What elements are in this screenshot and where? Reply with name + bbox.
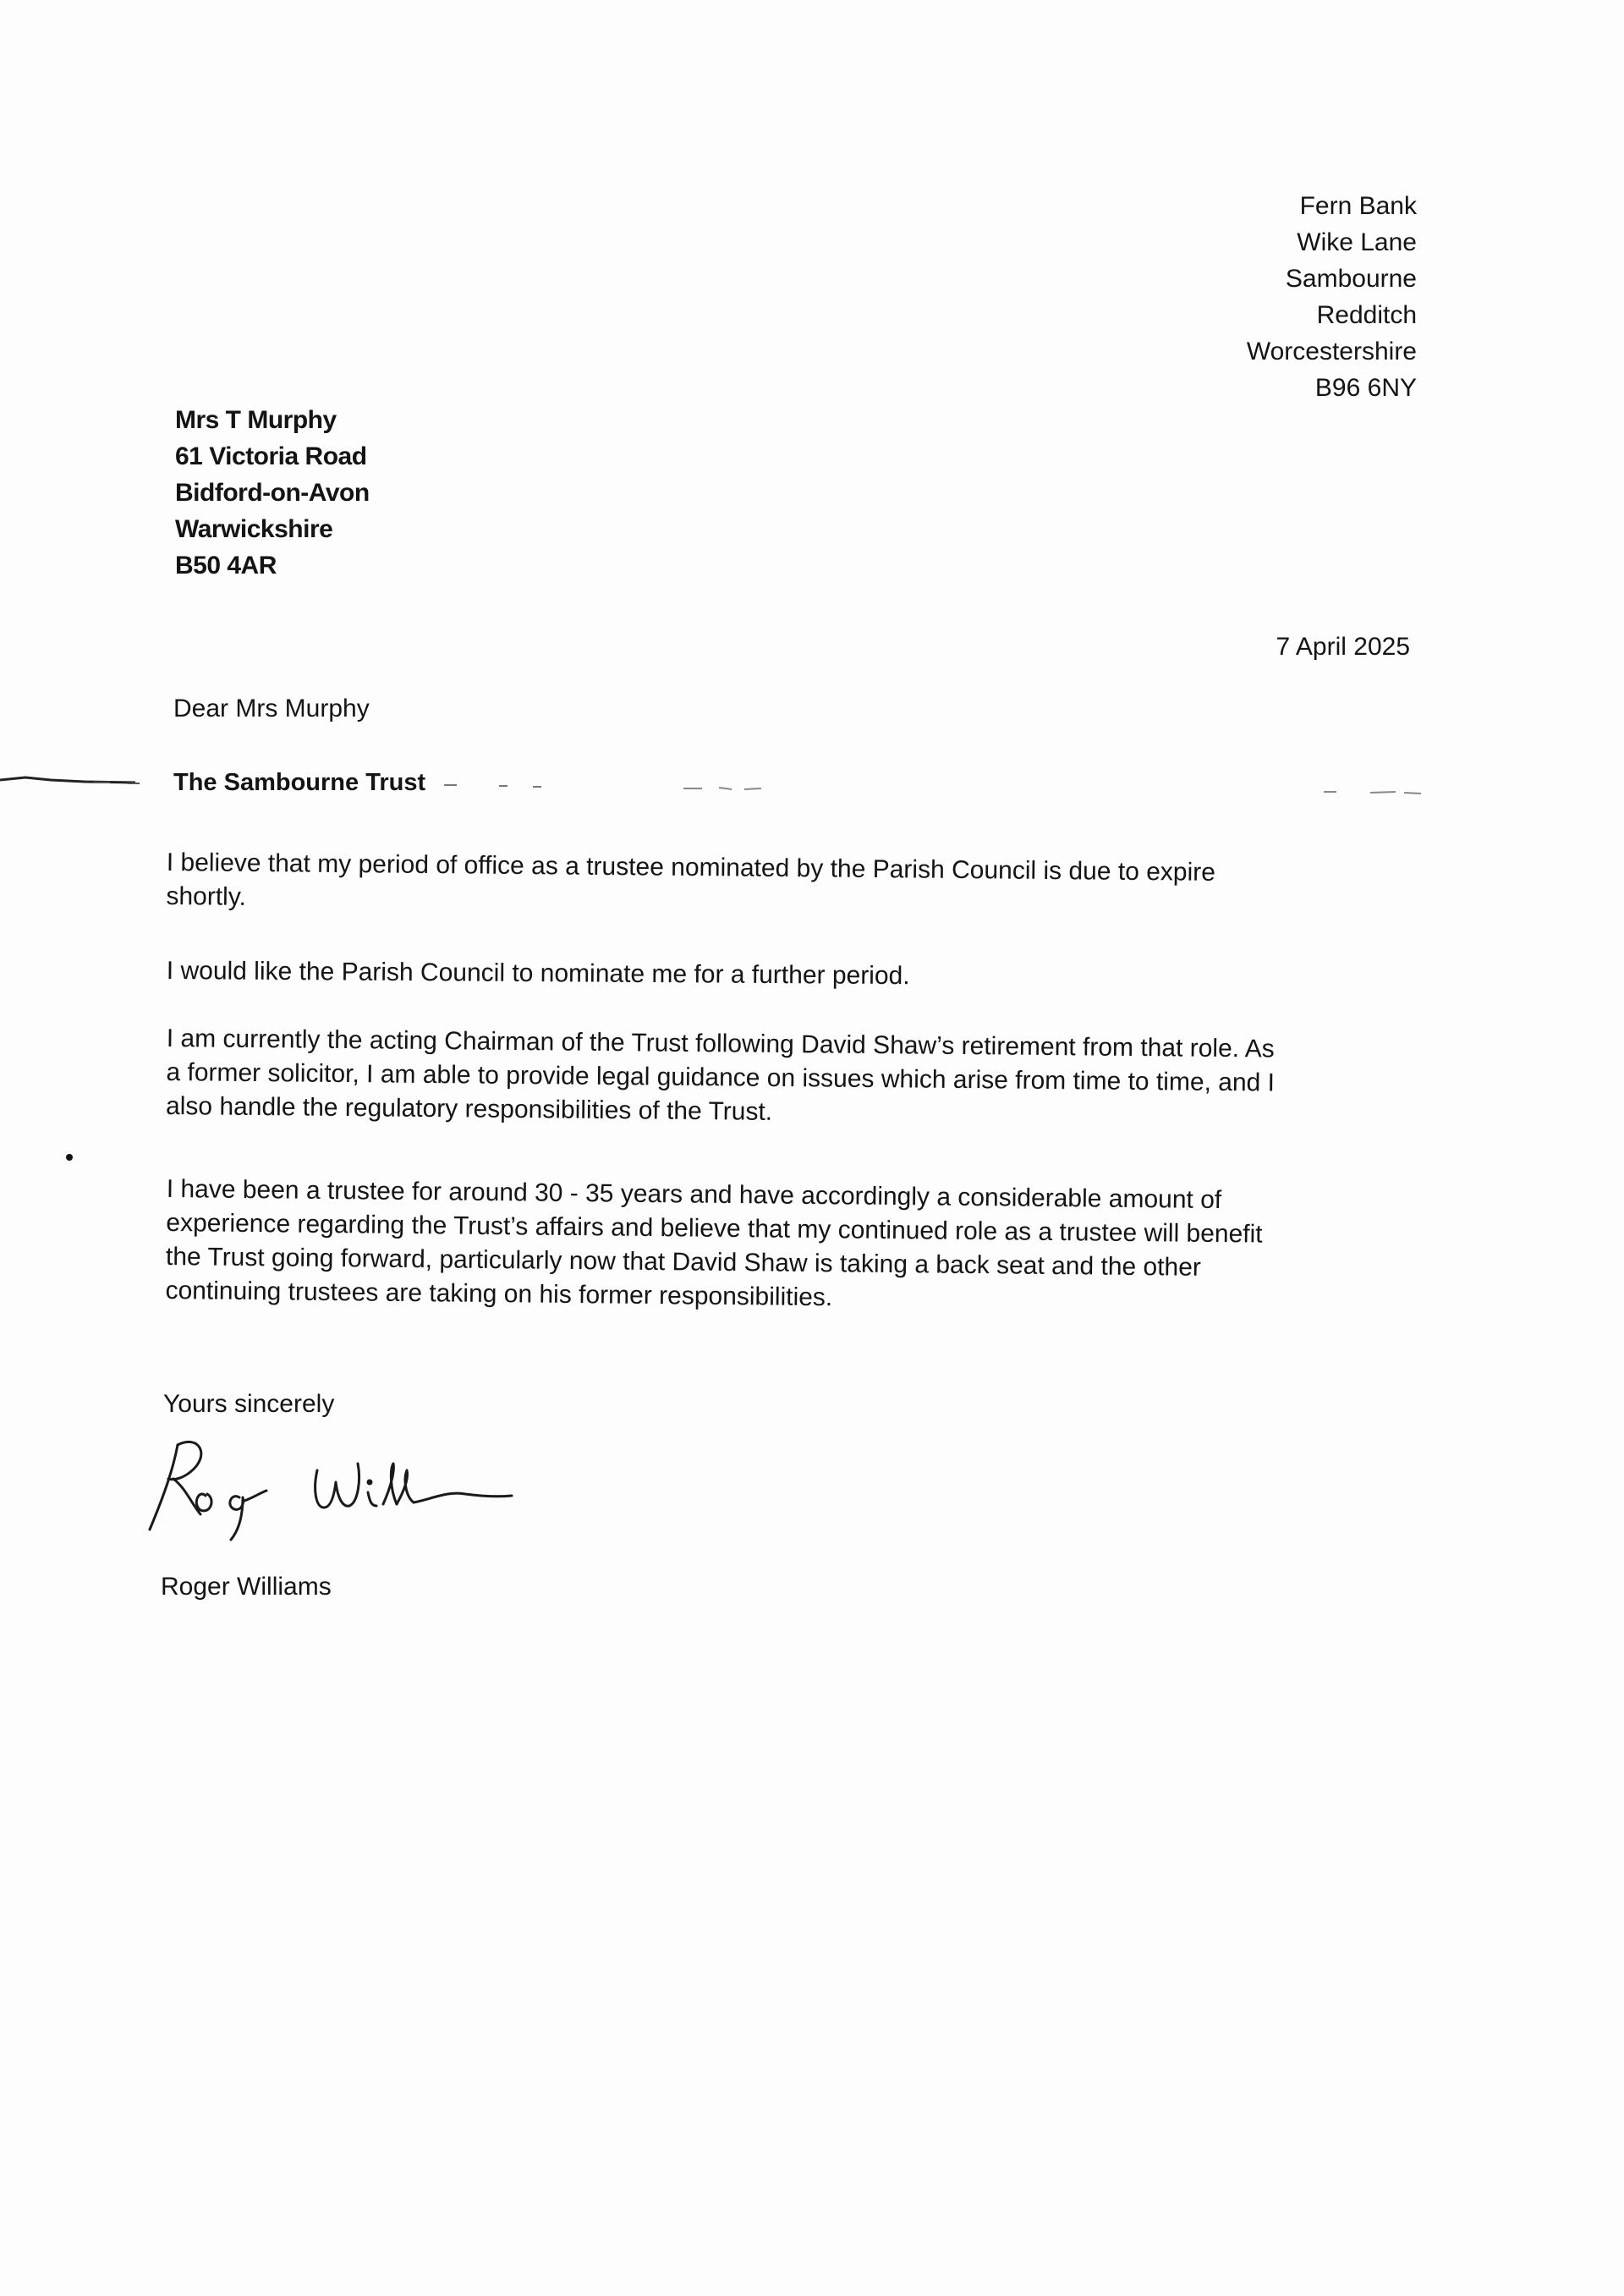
body-paragraph	[167, 954, 910, 993]
recipient-address-line: Warwickshire	[175, 515, 333, 543]
paragraph-line: continuing trustees are taking on his former responsibilities.	[165, 1276, 833, 1312]
paragraph-line: I would like the Parish Council to nominate me for a further period.	[166, 956, 910, 991]
body-paragraph	[165, 1173, 1263, 1320]
sender-address-line: Worcestershire	[1246, 338, 1417, 365]
paragraph-line: I am currently the acting Chairman of the Trust following David Shaw’s retirement from that role. As	[166, 1024, 1275, 1063]
sender-address-line: B96 6NY	[1314, 374, 1417, 402]
body-paragraph	[166, 846, 1215, 924]
paragraph-line: a former solicitor, I am able to provide legal guidance on issues which arise from time to time, and I	[166, 1057, 1276, 1097]
recipient-address-line: Mrs T Murphy	[175, 406, 337, 434]
sender-address-line: Sambourne	[1285, 265, 1417, 293]
sender-address-line: Fern Bank	[1299, 192, 1417, 220]
recipient-address-line: 61 Victoria Road	[175, 442, 367, 470]
recipient-address-line: B50 4AR	[175, 552, 277, 579]
paragraph-line: shortly.	[166, 882, 247, 911]
body-paragraph	[166, 1022, 1276, 1134]
paragraph-line: the Trust going forward, particularly now that David Shaw is taking a back seat and the other	[165, 1242, 1202, 1282]
salutation: Dear Mrs Murphy	[173, 695, 370, 722]
sender-address-line: Redditch	[1316, 301, 1417, 329]
recipient-address-line: Bidford-on-Avon	[175, 479, 370, 507]
closing: Yours sincerely	[163, 1390, 335, 1418]
recipient-address	[175, 402, 370, 584]
sender-address-line: Wike Lane	[1297, 228, 1417, 256]
paragraph-line: I believe that my period of office as a trustee nominated by the Parish Council is due to expire	[166, 848, 1216, 887]
letter-date: 7 April 2025	[1276, 633, 1410, 661]
sender-address	[1247, 188, 1417, 406]
handwritten-signature	[140, 1430, 529, 1548]
paragraph-line: experience regarding the Trust’s affairs and believe that my continued role as a trustee will benefit	[166, 1208, 1263, 1249]
paragraph-line: I have been a trustee for around 30 - 35 years and have accordingly a considerable amount of	[166, 1174, 1222, 1215]
signer-name: Roger Williams	[161, 1573, 332, 1601]
paragraph-line: also handle the regulatory responsibilities of the Trust.	[165, 1091, 773, 1126]
subject-line: The Sambourne Trust	[173, 769, 426, 796]
